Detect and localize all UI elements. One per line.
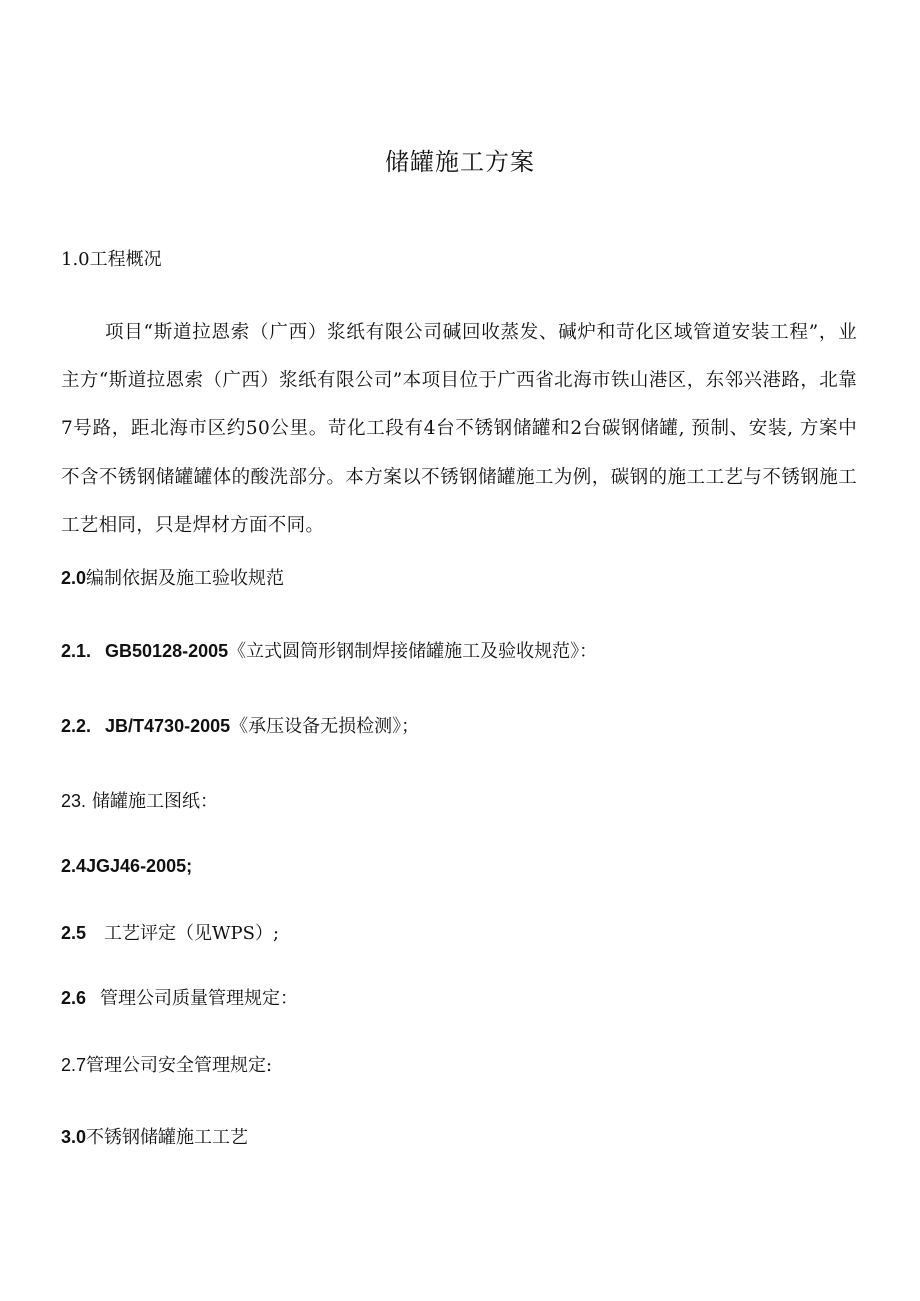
section-3-heading — [61, 1122, 248, 1153]
reference-item — [61, 851, 192, 882]
reference-item — [61, 1050, 272, 1081]
item-text: 储罐施工图纸： — [92, 791, 219, 812]
item-text: 管理公司安全管理规定: — [86, 1055, 273, 1076]
section-heading-text: 编制依据及施工验收规范 — [86, 568, 285, 589]
item-text: 《承压设备无损检测》； — [230, 716, 420, 737]
standard-code: GB50128-2005 — [105, 641, 229, 661]
section-1-paragraph: 项目“斯道拉恩索（广西）浆纸有限公司碱回收蒸发、碱炉和苛化区域管道安装工程”，业主方“斯道拉恩索（广西）浆纸有限公司”本项目位于广西省北海市铁山港区，东邻兴港路，北靠7号路，距北海市区约50公里。苛化工段有4台不锈钢储罐和2台碳钢储罐, 预制、安装, 方案中不含不锈钢储罐罐体的酸洗部分。本方案以不锈钢储罐施工为例，碳钢的施工工艺与不锈钢施工工艺相同，只是焊材方面不同。 — [61, 322, 857, 536]
reference-item — [61, 711, 419, 742]
document-title: 储罐施工方案 — [385, 148, 535, 176]
section-2-heading — [61, 563, 284, 594]
item-number: 2.2. — [61, 716, 92, 736]
reference-item — [61, 918, 279, 949]
section-number: 2.0 — [61, 568, 87, 588]
section-heading-text: 不锈钢储罐施工工艺 — [86, 1127, 249, 1148]
item-number: 2.6 — [61, 988, 87, 1008]
section-number: 3.0 — [61, 1127, 87, 1147]
section-1-heading: 1.0工程概况 — [61, 249, 162, 270]
standard-code: JB/T4730-2005 — [105, 716, 231, 736]
reference-item — [61, 636, 597, 667]
item-number: 2.7 — [61, 1055, 87, 1075]
item-text: 管理公司质量管理规定： — [100, 988, 299, 1009]
item-number: 2.1. — [61, 641, 92, 661]
reference-item — [61, 983, 298, 1014]
item-text: 工艺评定（见WPS）; — [104, 923, 280, 944]
reference-item — [61, 786, 218, 817]
item-number: 2.4JGJ46-2005; — [61, 856, 193, 876]
item-text: 《立式圆筒形钢制焊接储罐施工及验收规范》： — [228, 641, 598, 662]
item-number: 2.5 — [61, 923, 87, 943]
item-number: 23. — [61, 791, 87, 811]
